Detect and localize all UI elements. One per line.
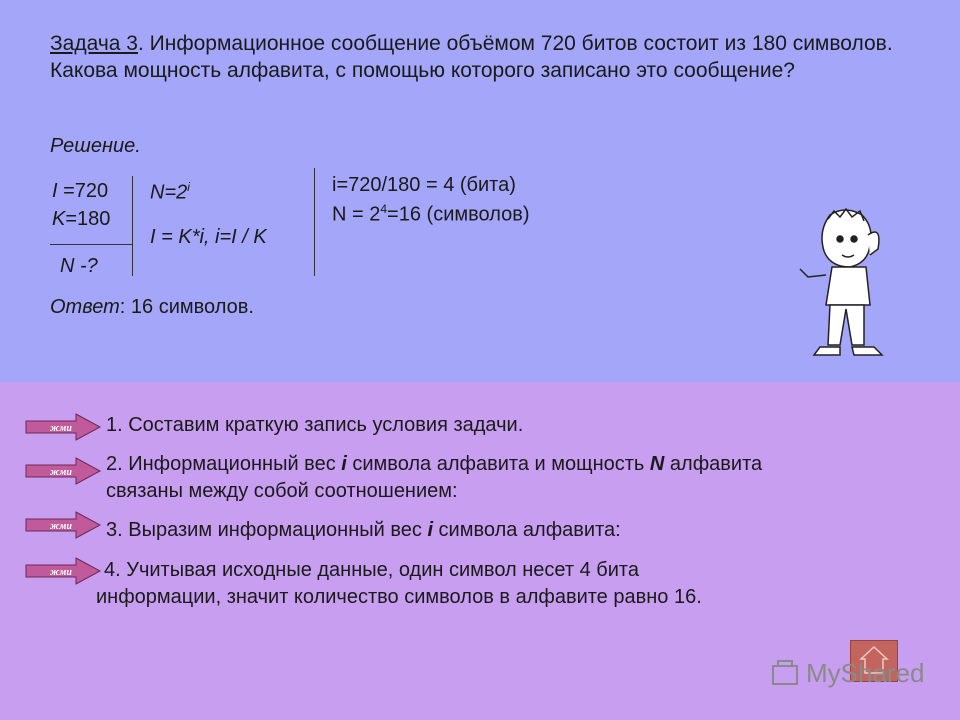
task-label: Задача 3	[50, 32, 138, 55]
formula-vline	[314, 168, 315, 276]
step3-arrow-button[interactable]	[24, 510, 104, 540]
step2-text: 2. Информационный вес i символа алфавита и мощность N алфавита связаны между собой соотношением:	[106, 453, 763, 502]
answer: Ответ: 16 символов.	[50, 296, 254, 318]
given-vline	[132, 176, 133, 276]
calc-N: $N = 2^4=16$ (символов)	[332, 202, 530, 226]
calc-i: i=720/180 = 4 (бита)	[332, 174, 516, 196]
arrow-label: жми	[50, 423, 72, 434]
given-N-question: N -?	[60, 255, 98, 277]
task-text: . Информационное сообщение объёмом 720 битов состоит из 180 символов. Какова мощность алфавита, с помощью которого записано это сообщение?	[50, 32, 893, 82]
given-K: K=180	[52, 208, 111, 230]
given-I: I =720	[52, 180, 109, 202]
arrow-label: жми	[50, 521, 72, 532]
task-statement	[50, 30, 910, 84]
formula-volume: I = K*i, i=I / K	[150, 226, 267, 248]
formula-power: $N=2^i$	[150, 180, 190, 204]
boy-illustration	[790, 205, 900, 365]
step1-arrow-button[interactable]	[24, 412, 104, 442]
arrow-label: жми	[50, 467, 72, 478]
given-divider	[50, 244, 132, 245]
step3-text: 3. Выразим информационный вес i символа алфавита:	[106, 519, 621, 541]
watermark	[770, 654, 930, 694]
solution-title: Решение.	[50, 135, 141, 157]
step4-text: 4. Учитывая исходные данные, один символ несет 4 бита информации, значит количество символов в алфавите равно 16.	[96, 559, 702, 608]
watermark-text: MyShared	[806, 658, 925, 688]
step1-text: 1. Составим краткую запись условия задачи.	[106, 414, 524, 436]
watermark-icon	[770, 658, 800, 690]
step2-arrow-button[interactable]	[24, 456, 104, 486]
step4-arrow-button[interactable]	[24, 556, 104, 586]
arrow-label: жми	[50, 567, 72, 578]
